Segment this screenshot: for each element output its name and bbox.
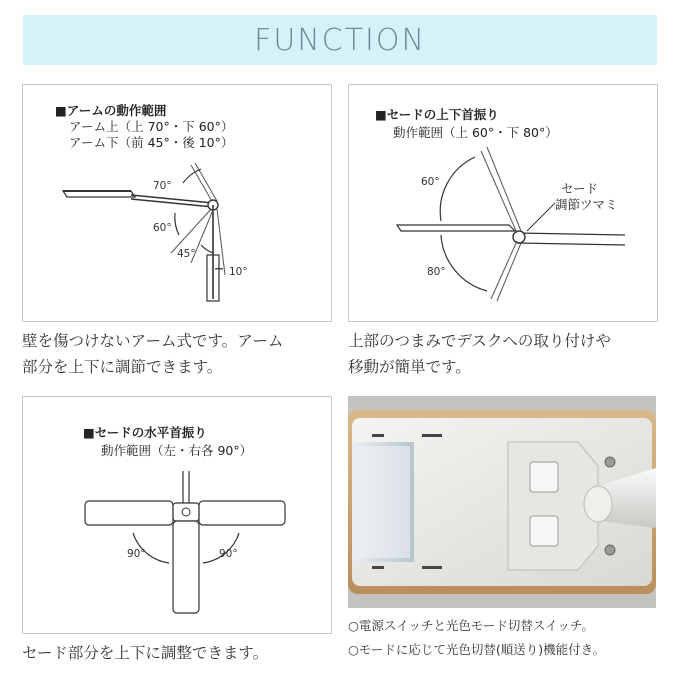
knob-label-line2: 調節ツマミ [555, 197, 618, 212]
shade-tilt-angle-80: 80° [427, 266, 446, 278]
switch-caption-line1: ○電源スイッチと光色モード切替スイッチ。 [348, 618, 595, 633]
shade-tilt-line1: 動作範囲（上 60°・下 80°） [393, 125, 558, 140]
shade-tilt-diagram [349, 85, 657, 321]
arm-caption-line2: 部分を上下に調節できます。 [22, 358, 223, 376]
shade-swivel-panel [22, 396, 332, 634]
shade-tilt-panel [348, 84, 658, 322]
arm-range-diagram [23, 85, 331, 321]
swivel-angle-left: 90° [127, 548, 146, 560]
arm-range-heading: ■アームの動作範囲 [55, 103, 167, 118]
function-banner [23, 15, 657, 65]
arm-angle-45: 45° [177, 248, 196, 260]
arm-angle-60: 60° [153, 222, 172, 234]
arm-caption-line1: 壁を傷つけないアーム式です。アーム [22, 332, 284, 350]
shade-swivel-heading: ■セードの水平首振り [83, 425, 207, 440]
swivel-angle-right: 90° [219, 548, 238, 560]
banner-title: FUNCTION [254, 22, 426, 58]
switch-photo [348, 396, 656, 608]
switch-caption-line2: ○モードに応じて光色切替(順送り)機能付き。 [348, 642, 606, 657]
shade-swivel-caption [22, 640, 340, 666]
switch-photo-panel [348, 396, 656, 608]
shade-tilt-caption-line1: 上部のつまみでデスクへの取り付けや [348, 332, 611, 350]
arm-angle-70: 70° [153, 180, 172, 192]
knob-label-line1: セード [561, 181, 599, 196]
arm-caption [22, 328, 340, 380]
shade-swivel-diagram [23, 397, 331, 633]
shade-swivel-line1: 動作範囲（左・右各 90°） [101, 443, 253, 458]
shade-tilt-caption [348, 328, 668, 380]
shade-tilt-heading: ■セードの上下首振り [375, 107, 499, 122]
arm-range-panel [22, 84, 332, 322]
shade-swivel-caption-line1: セード部分を上下に調整できます。 [22, 644, 269, 662]
switch-caption [348, 614, 678, 662]
shade-tilt-caption-line2: 移動が簡単です。 [348, 358, 471, 376]
arm-range-line1: アーム上（上 70°・下 60°） [69, 119, 234, 134]
arm-angle-10: 10° [229, 266, 248, 278]
arm-range-line2: アーム下（前 45°・後 10°） [69, 135, 234, 150]
shade-tilt-angle-60: 60° [421, 176, 440, 188]
